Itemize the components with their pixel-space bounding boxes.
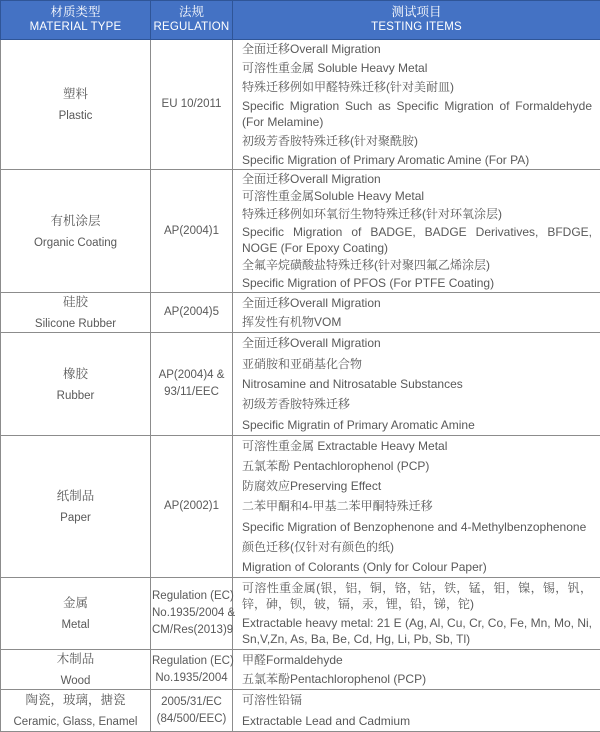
testing-item: 全氟辛烷磺酸盐特殊迁移(针对聚四氟乙烯涂层)	[242, 257, 592, 273]
header-testing-items-en: TESTING ITEMS	[235, 20, 598, 35]
testing-item: Specific Migratin of Primary Aromatic Amine	[242, 417, 592, 433]
regulation-line: Regulation (EC)	[152, 653, 231, 670]
regulation-line: No.1935/2004	[152, 670, 231, 687]
material-name-en: Plastic	[1, 108, 150, 124]
regulation-line: No.1935/2004 &	[152, 605, 231, 622]
testing-item: 可溶性重金属(银，铝，铜，铬，钴，铁，锰，钼，镍，锡，钒，锌，砷，钡，铍，镉，汞，锂，铅，锑，铊)	[242, 580, 592, 612]
regulation-cell	[151, 690, 233, 732]
material-name-zh: 橡胶	[1, 365, 150, 383]
material-name-zh: 硅胶	[1, 293, 150, 311]
testing-item: 可溶性重金属 Extractable Heavy Metal	[242, 438, 592, 454]
material-cell	[1, 40, 151, 170]
table-row	[1, 578, 600, 650]
testing-items-list	[233, 293, 600, 332]
testing-items-list	[233, 170, 600, 292]
material-name-en: Rubber	[1, 388, 150, 404]
material-cell	[1, 436, 151, 578]
table-row	[1, 690, 600, 732]
material-name-en: Ceramic, Glass, Enamel	[1, 714, 150, 730]
testing-items-list	[233, 650, 600, 689]
regulation-line: (84/500/EEC)	[152, 711, 231, 728]
regulation-cell	[151, 170, 233, 293]
testing-item: Specific Migration of BADGE, BADGE Derivatives, BFDGE, NOGE (For Epoxy Coating)	[242, 224, 592, 256]
regulation-line: EU 10/2011	[152, 96, 231, 113]
testing-items-cell	[233, 333, 600, 436]
testing-item: 特殊迁移例如环氧衍生物特殊迁移(针对环氧涂层)	[242, 206, 592, 222]
regulation-line: 2005/31/EC	[152, 694, 231, 711]
testing-item: Specific Migration of PFOS (For PTFE Coating)	[242, 275, 592, 291]
table-row	[1, 40, 600, 170]
regulation-cell	[151, 333, 233, 436]
testing-item: Nitrosamine and Nitrosatable Substances	[242, 376, 592, 392]
material-name-en: Paper	[1, 510, 150, 526]
testing-item: 五氯苯酚 Pentachlorophenol (PCP)	[242, 458, 592, 474]
regulation-line: AP(2004)4 &	[152, 367, 231, 384]
testing-item: 全面迁移Overall Migration	[242, 171, 592, 187]
table-row	[1, 650, 600, 690]
testing-item: 初级芳香胺特殊迁移(针对聚酰胺)	[242, 133, 592, 149]
testing-item: 甲醛Formaldehyde	[242, 652, 592, 668]
testing-items-cell	[233, 293, 600, 333]
testing-item: Specific Migration of Benzophenone and 4-Methylbenzophenone	[242, 519, 592, 535]
testing-item: Specific Migration Such as Specific Migration of Formaldehyde (For Melamine)	[242, 98, 592, 130]
testing-item: 可溶性铅镉	[242, 692, 592, 708]
header-material-type-en: MATERIAL TYPE	[3, 20, 148, 35]
testing-item: Extractable heavy metal: 21 E (Ag, Al, Cu, Cr, Co, Fe, Mn, Mo, Ni, Sn,V,Zn, As, Ba, Be, Cd, Hg, Li, Pb, Sb, Tl)	[242, 615, 592, 647]
regulation-cell	[151, 40, 233, 170]
regulation-line: AP(2002)1	[152, 498, 231, 515]
testing-item: 亚硝胺和亚硝基化合物	[242, 356, 592, 372]
material-name-en: Silicone Rubber	[1, 316, 150, 332]
material-name-zh: 陶瓷，玻璃，搪瓷	[1, 691, 150, 709]
testing-items-list	[233, 333, 600, 435]
testing-item: 可溶性重金属Soluble Heavy Metal	[242, 188, 592, 204]
header-regulation-en: REGULATION	[153, 20, 230, 35]
testing-items-list	[233, 436, 600, 577]
testing-item: 可溶性重金属 Soluble Heavy Metal	[242, 60, 592, 76]
table-row	[1, 333, 600, 436]
material-cell	[1, 690, 151, 732]
testing-items-cell	[233, 690, 600, 732]
material-cell	[1, 293, 151, 333]
material-cell	[1, 650, 151, 690]
testing-item: Specific Migration of Primary Aromatic Amine (For PA)	[242, 152, 592, 168]
regulation-line: AP(2004)5	[152, 304, 231, 321]
table-row	[1, 293, 600, 333]
regulation-cell	[151, 578, 233, 650]
table-row	[1, 436, 600, 578]
material-name-zh: 金属	[1, 594, 150, 612]
testing-item: 全面迁移Overall Migration	[242, 41, 592, 57]
testing-item: Migration of Colorants (Only for Colour Paper)	[242, 559, 592, 575]
table-body	[1, 40, 600, 732]
regulation-line: CM/Res(2013)9	[152, 622, 231, 639]
table-row	[1, 170, 600, 293]
header-testing-items-zh: 测试项目	[235, 4, 598, 20]
material-name-zh: 有机涂层	[1, 212, 150, 230]
header-testing-items	[233, 1, 600, 40]
header-material-type-zh: 材质类型	[3, 4, 148, 20]
testing-item: 挥发性有机物VOM	[242, 314, 592, 330]
testing-items-cell	[233, 170, 600, 293]
header-row	[1, 1, 600, 40]
header-regulation	[151, 1, 233, 40]
testing-item: 全面迁移Overall Migration	[242, 335, 592, 351]
testing-items-cell	[233, 436, 600, 578]
regulation-line: AP(2004)1	[152, 223, 231, 240]
testing-item: 二苯甲酮和4-甲基二苯甲酮特殊迁移	[242, 498, 592, 514]
testing-items-cell	[233, 40, 600, 170]
testing-item: 五氯苯酚Pentachlorophenol (PCP)	[242, 671, 592, 687]
testing-items-cell	[233, 578, 600, 650]
testing-items-list	[233, 40, 600, 169]
testing-item: 颜色迁移(仅针对有颜色的纸)	[242, 539, 592, 555]
material-cell	[1, 578, 151, 650]
regulation-line: Regulation (EC)	[152, 588, 231, 605]
header-material-type	[1, 1, 151, 40]
testing-item: 初级芳香胺特殊迁移	[242, 396, 592, 412]
table-header	[1, 1, 600, 40]
material-name-en: Metal	[1, 617, 150, 633]
material-cell	[1, 333, 151, 436]
material-name-zh: 纸制品	[1, 487, 150, 505]
regulation-cell	[151, 436, 233, 578]
material-cell	[1, 170, 151, 293]
material-name-en: Wood	[1, 673, 150, 689]
material-name-zh: 塑料	[1, 85, 150, 103]
testing-item: 全面迁移Overall Migration	[242, 295, 592, 311]
testing-item: 防腐效应Preserving Effect	[242, 478, 592, 494]
regulation-cell	[151, 293, 233, 333]
testing-item: 特殊迁移例如甲醛特殊迁移(针对美耐皿)	[242, 79, 592, 95]
testing-item: Extractable Lead and Cadmium	[242, 713, 592, 729]
testing-items-cell	[233, 650, 600, 690]
header-regulation-zh: 法规	[153, 4, 230, 20]
testing-items-list	[233, 690, 600, 731]
material-name-en: Organic Coating	[1, 235, 150, 251]
regulation-cell	[151, 650, 233, 690]
material-name-zh: 木制品	[1, 650, 150, 668]
testing-items-list	[233, 578, 600, 649]
regulation-line: 93/11/EEC	[152, 384, 231, 401]
